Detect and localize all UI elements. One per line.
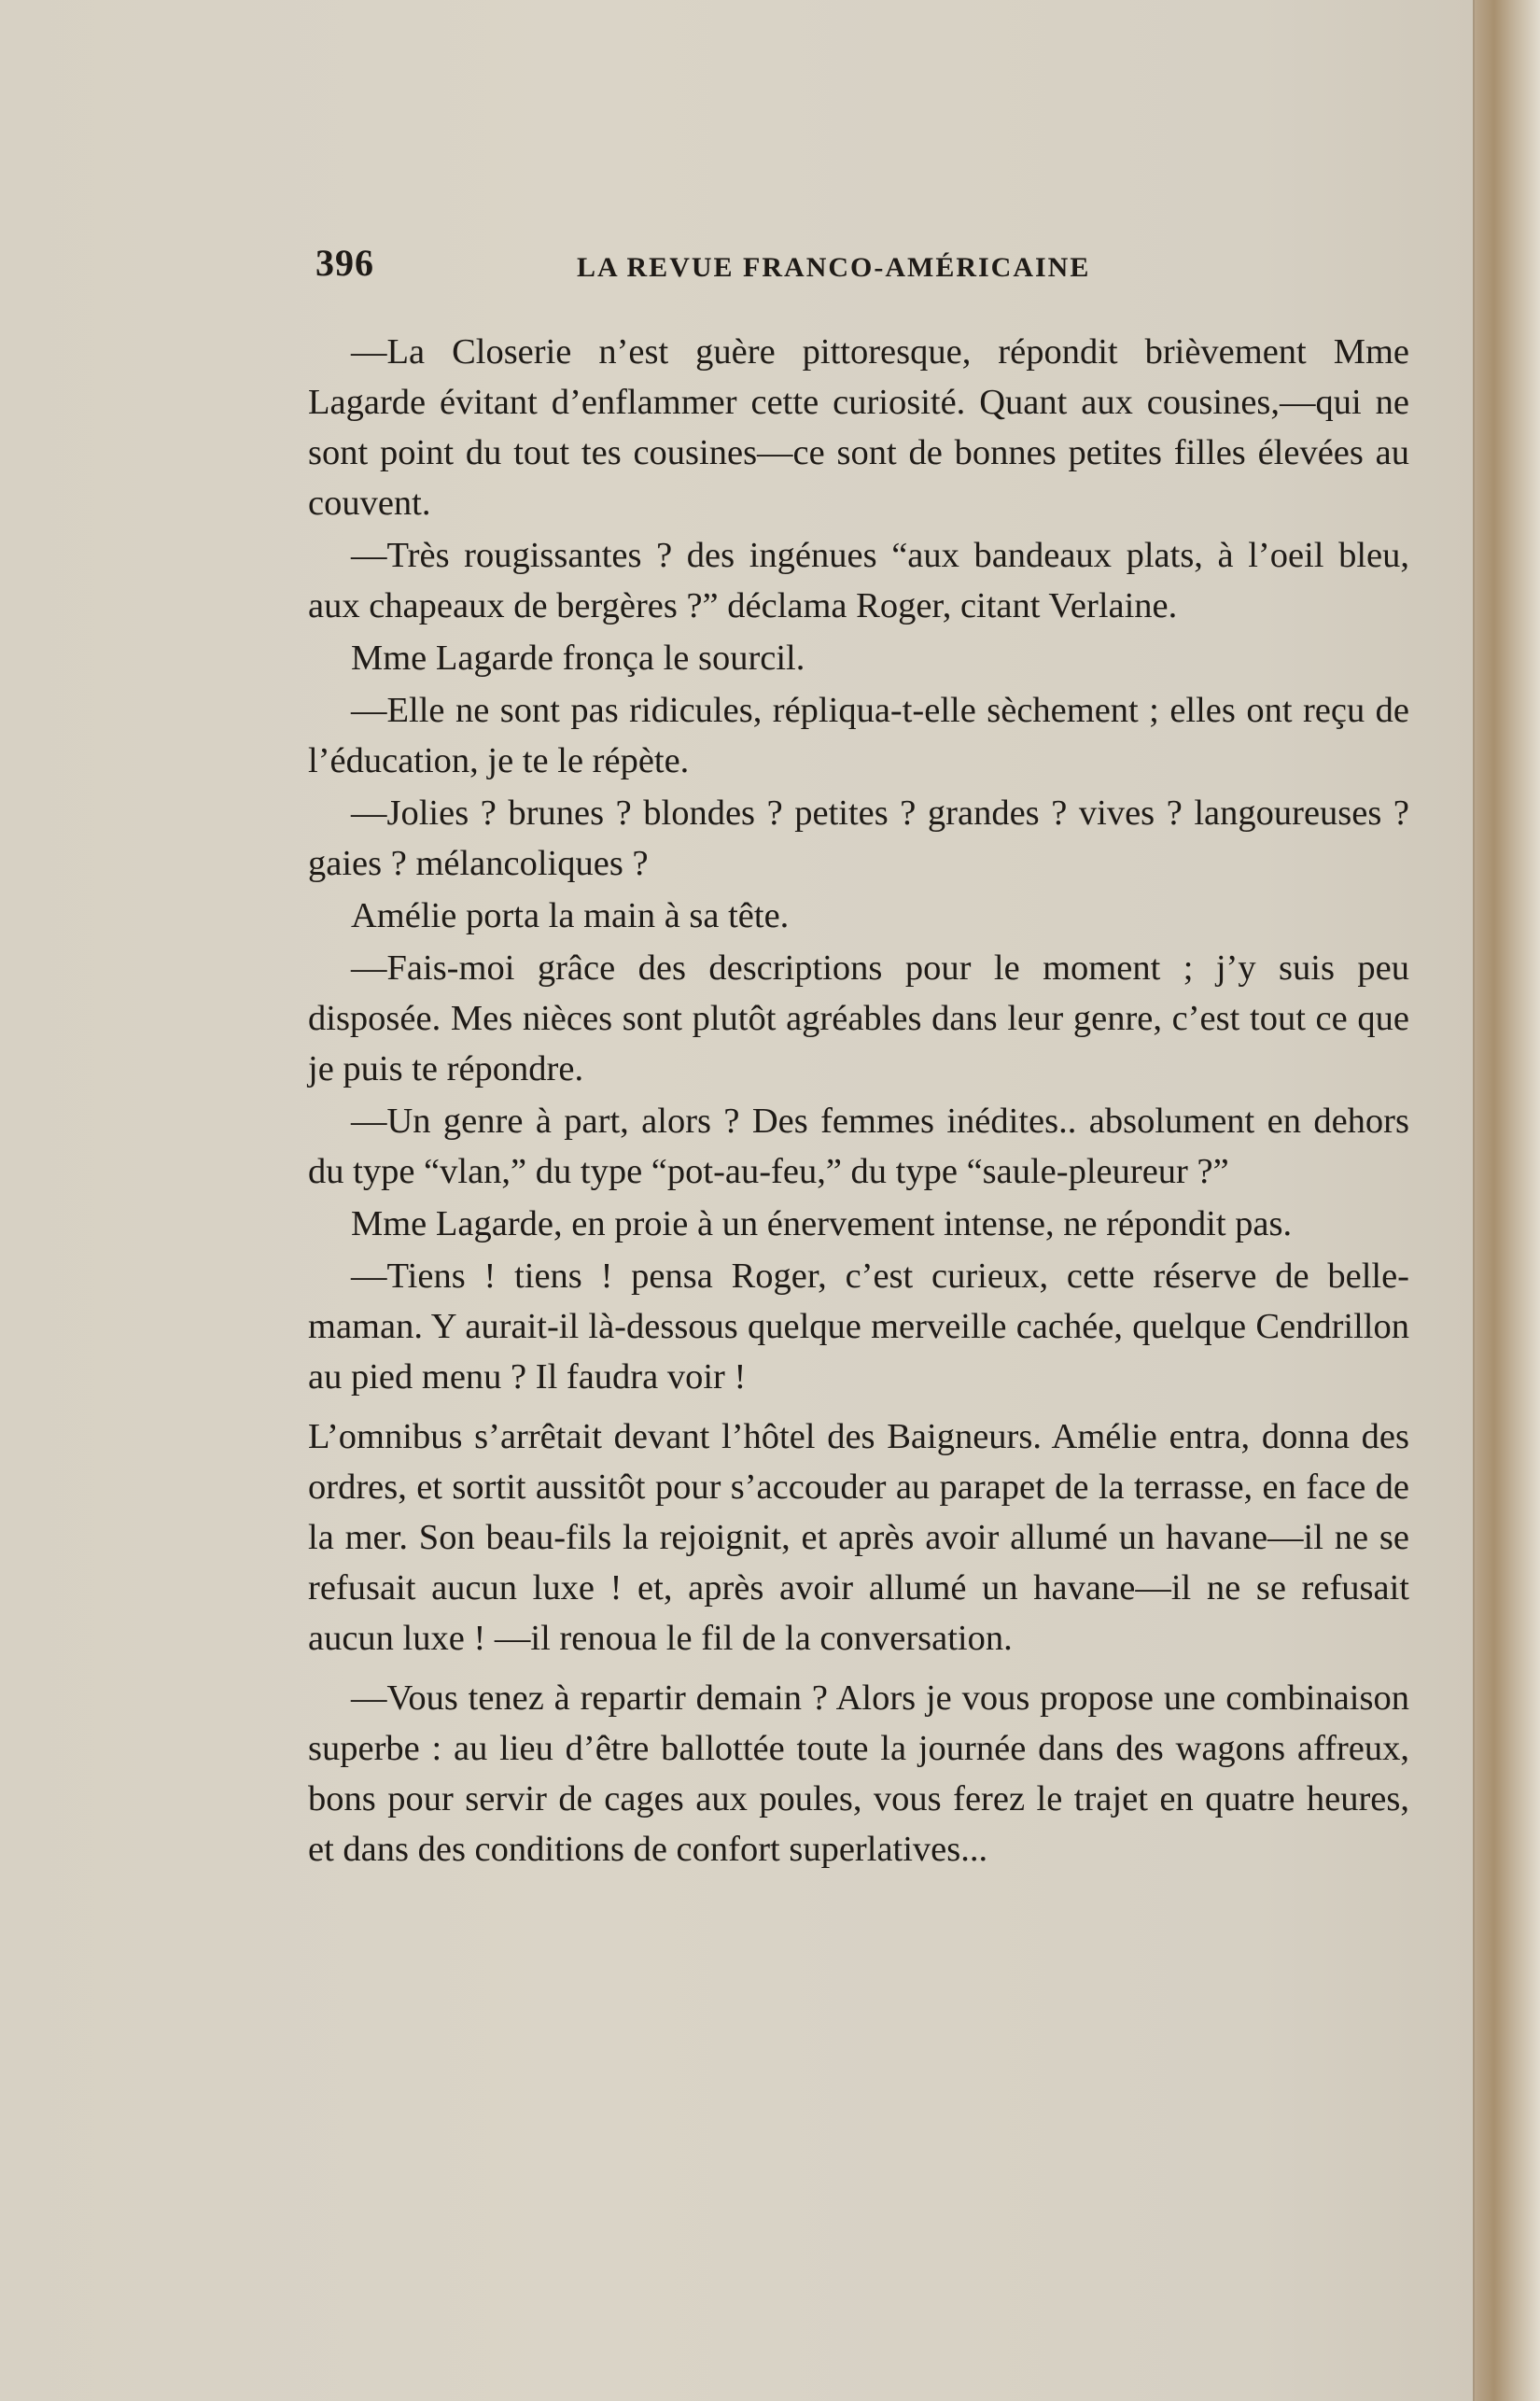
paragraph: —Elle ne sont pas ridicules, répliqua-t-elle sèchement ; elles ont reçu de l’éducation, je te le répète.	[308, 691, 1409, 780]
paragraph: Mme Lagarde fronça le sourcil.	[351, 639, 805, 678]
paragraph: —Fais-moi grâce des descriptions pour le moment ; j’y suis peu disposée. Mes nièces sont plutôt agréables dans leur genre, c’est tout ce que je puis te répondre.	[308, 948, 1409, 1088]
paragraph: —La Closerie n’est guère pittoresque, répondit brièvement Mme Lagarde évitant d’enflammer cette curiosité. Quant aux cousines,—qui ne sont point du tout tes cousines—ce sont de bonnes petites filles élevées au couvent.	[308, 332, 1409, 523]
page-number: 396	[315, 242, 374, 284]
paragraph: —Vous tenez à repartir demain ? Alors je vous propose une combinaison superbe : au lieu d’être ballottée toute la journée dans des wagons affreux, bons pour servir de cages aux poules, vous ferez le trajet en quatre heures, et dans des conditions de confort superlatives...	[308, 1678, 1409, 1869]
paragraph: —Tiens ! tiens ! pensa Roger, c’est curieux, cette réserve de belle-maman. Y aurait-il là-dessous quelque merveille cachée, quelque Cendrillon au pied menu ? Il faudra voir !	[308, 1257, 1409, 1397]
running-head: LA REVUE FRANCO-AMÉRICAINE	[577, 252, 1091, 283]
paragraph: Mme Lagarde, en proie à un énervement intense, ne répondit pas.	[351, 1204, 1293, 1243]
paragraph: —Très rougissantes ? des ingénues “aux bandeaux plats, à l’oeil bleu, aux chapeaux de bergères ?” déclama Roger, citant Verlaine.	[308, 536, 1409, 625]
body-text	[308, 327, 1409, 1876]
paragraph: L’omnibus s’arrêtait devant l’hôtel des Baigneurs. Amélie entra, donna des ordres, et sortit aussitôt pour s’accouder au parapet de la terrasse, en face de la mer. Son beau-fils la rejoignit, et après avoir allumé un havane—il ne se refusait aucun luxe ! et, après avoir allumé un havane—il ne se refusait aucun luxe ! —il renoua le fil de la conversation.	[308, 1417, 1409, 1658]
page-header	[315, 241, 1398, 288]
paragraph: —Un genre à part, alors ? Des femmes inédites.. absolument en dehors du type “vlan,” du type “pot-au-feu,” du type “saule-pleureur ?”	[308, 1102, 1409, 1191]
page-edge	[1475, 0, 1540, 2401]
paragraph: Amélie porta la main à sa tête.	[351, 896, 790, 935]
paragraph: —Jolies ? brunes ? blondes ? petites ? grandes ? vives ? langoureuses ? gaies ? mélancoliques ?	[308, 793, 1409, 883]
